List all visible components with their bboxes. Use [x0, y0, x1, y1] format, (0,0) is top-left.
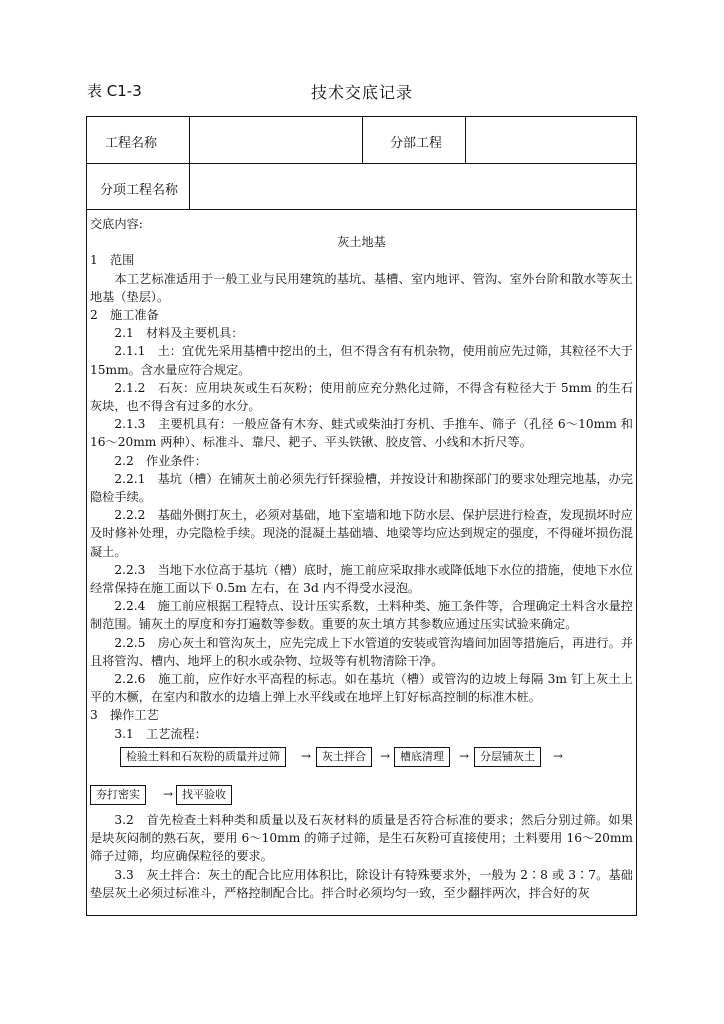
- row-divider: [87, 209, 636, 210]
- content-paragraph: 2.1.1 土：宜优先采用基槽中挖出的土，但不得含有有机杂物，使用前应先过筛，其粒径不大于 15mm。含水量应符合规定。: [90, 344, 633, 377]
- content-paragraph: 2.1.3 主要机具有：一般应备有木夯、蛙式或柴油打夯机、手推车、筛子（孔径 6～10mm 和 16～20mm 两种）、标准斗、靠尺、耙子、平头铁锹、胶皮管、小线和木折尺等。: [90, 417, 633, 450]
- flow-step-lay: 分层铺灰土: [474, 747, 541, 767]
- content-paragraph: 本工艺标准适用于一般工业与民用建筑的基坑、基槽、室内地评、管沟、室外台阶和散水等灰土地基（垫层）。: [90, 271, 633, 304]
- content-paragraphs: [90, 251, 633, 742]
- content-paragraph: 2 施工准备: [90, 308, 159, 323]
- process-flow-row-1: [90, 743, 633, 773]
- content-paragraph: 2.2.5 房心灰土和管沟灰土，应先完成上下水管道的安装或管沟墙间加固等措施后，再进行。并且将管沟、槽内、地坪上的积水或杂物、垃圾等有机物清除干净。: [90, 635, 633, 668]
- flow-step-mix: 灰土拌合: [316, 747, 372, 767]
- column-divider: [362, 117, 363, 163]
- subitem-label: 分项工程名称: [100, 183, 179, 198]
- content-paragraph: 2.2 作业条件：: [114, 453, 207, 468]
- content-paragraph: 1 范围: [90, 253, 135, 268]
- content-topic: 灰土地基: [337, 235, 386, 250]
- content-intro-label: 交底内容:: [90, 217, 143, 231]
- flow-step-compact: 夯打密实: [90, 785, 146, 805]
- content-paragraph: 2.2.1 基坑（槽）在铺灰土前必须先行钎探验槽，并按设计和勘探部门的要求处理完地基，办完隐检手续。: [90, 471, 633, 505]
- disclosure-content: [90, 215, 633, 902]
- flow-step-inspect: 检验土料和石灰粉的质量并过筛: [120, 747, 286, 767]
- form-number: 表 C1-3: [87, 82, 142, 100]
- content-paragraph: 3 操作工艺: [90, 708, 159, 723]
- flow-step-level: 找平验收: [176, 785, 232, 805]
- content-paragraph: 3.1 工艺流程：: [114, 726, 207, 741]
- content-paragraph: 2.2.2 基础外侧打灰土，必须对基础，地下室墙和地下防水层、保护层进行检查，发现损坏时应及时修补处理，办完隐检手续。现浇的混凝土基础墙、地梁等均应达到规定的强度，不得碰坏损伤混凝土。: [90, 508, 633, 559]
- content-paragraph: 2.2.3 当地下水位高于基坑（槽）底时，施工前应采取排水或降低地下水位的措施，使地下水位经常保持在施工面以下 0.5m 左右，在 3d 内不得受水浸泡。: [90, 562, 633, 596]
- content-paragraph: 3.2 首先检查土料种类和质量以及石灰材料的质量是否符合标准的要求；然后分别过筛。如果是块灰闷制的熟石灰，要用 6～10mm 的筛子过筛，是生石灰粉可直接使用；土料要用 16～20mm 筛子过筛，均应确保粒径的要求。: [90, 812, 633, 864]
- content-paragraph: 2.1.2 石灰：应用块灰或生石灰粉；使用前应充分熟化过筛，不得含有粒径大于 5mm 的生石灰块，也不得含有过多的水分。: [90, 380, 633, 414]
- division-label: 分部工程: [390, 136, 443, 151]
- project-name-label: 工程名称: [105, 136, 158, 151]
- arrow-icon: →: [301, 748, 312, 763]
- page-title: 技术交底记录: [310, 83, 413, 102]
- content-paragraph: 2.1 材料及主要机具：: [114, 326, 244, 341]
- row-divider: [87, 163, 636, 164]
- process-flow-row-2: [90, 781, 633, 811]
- arrow-icon: →: [459, 748, 470, 763]
- flow-step-clean: 槽底清理: [394, 747, 450, 767]
- content-paragraph: 2.2.4 施工前应根据工程特点、设计压实系数，土料种类、施工条件等，合理确定土料含水量控制范围。铺灰土的厚度和夯打遍数等参数。重要的灰土填方其参数应通过压实试验来确定。: [90, 599, 633, 632]
- column-divider: [465, 117, 466, 163]
- content-paragraph: 2.2.6 施工前，应作好水平高程的标志。如在基坑（槽）或管沟的边坡上每隔 3m 钉上灰土上平的木橛，在室内和散水的边墙上弹上水平线或在地坪上钉好标高控制的标准木桩。: [90, 672, 633, 705]
- content-paragraphs-after: [90, 811, 633, 902]
- column-divider: [189, 117, 190, 209]
- content-paragraph: 3.3 灰土拌合：灰土的配合比应用体积比，除设计有特殊要求外，一般为 2∶8 或 3∶7。基础垫层灰土必须过标准斗，严格控制配合比。拌合时必须均匀一致，至少翻拌两次，拌合好的灰: [90, 867, 633, 900]
- record-table: [86, 116, 637, 916]
- arrow-icon: →: [163, 786, 174, 801]
- arrow-icon: →: [380, 748, 391, 763]
- arrow-icon: →: [553, 748, 564, 763]
